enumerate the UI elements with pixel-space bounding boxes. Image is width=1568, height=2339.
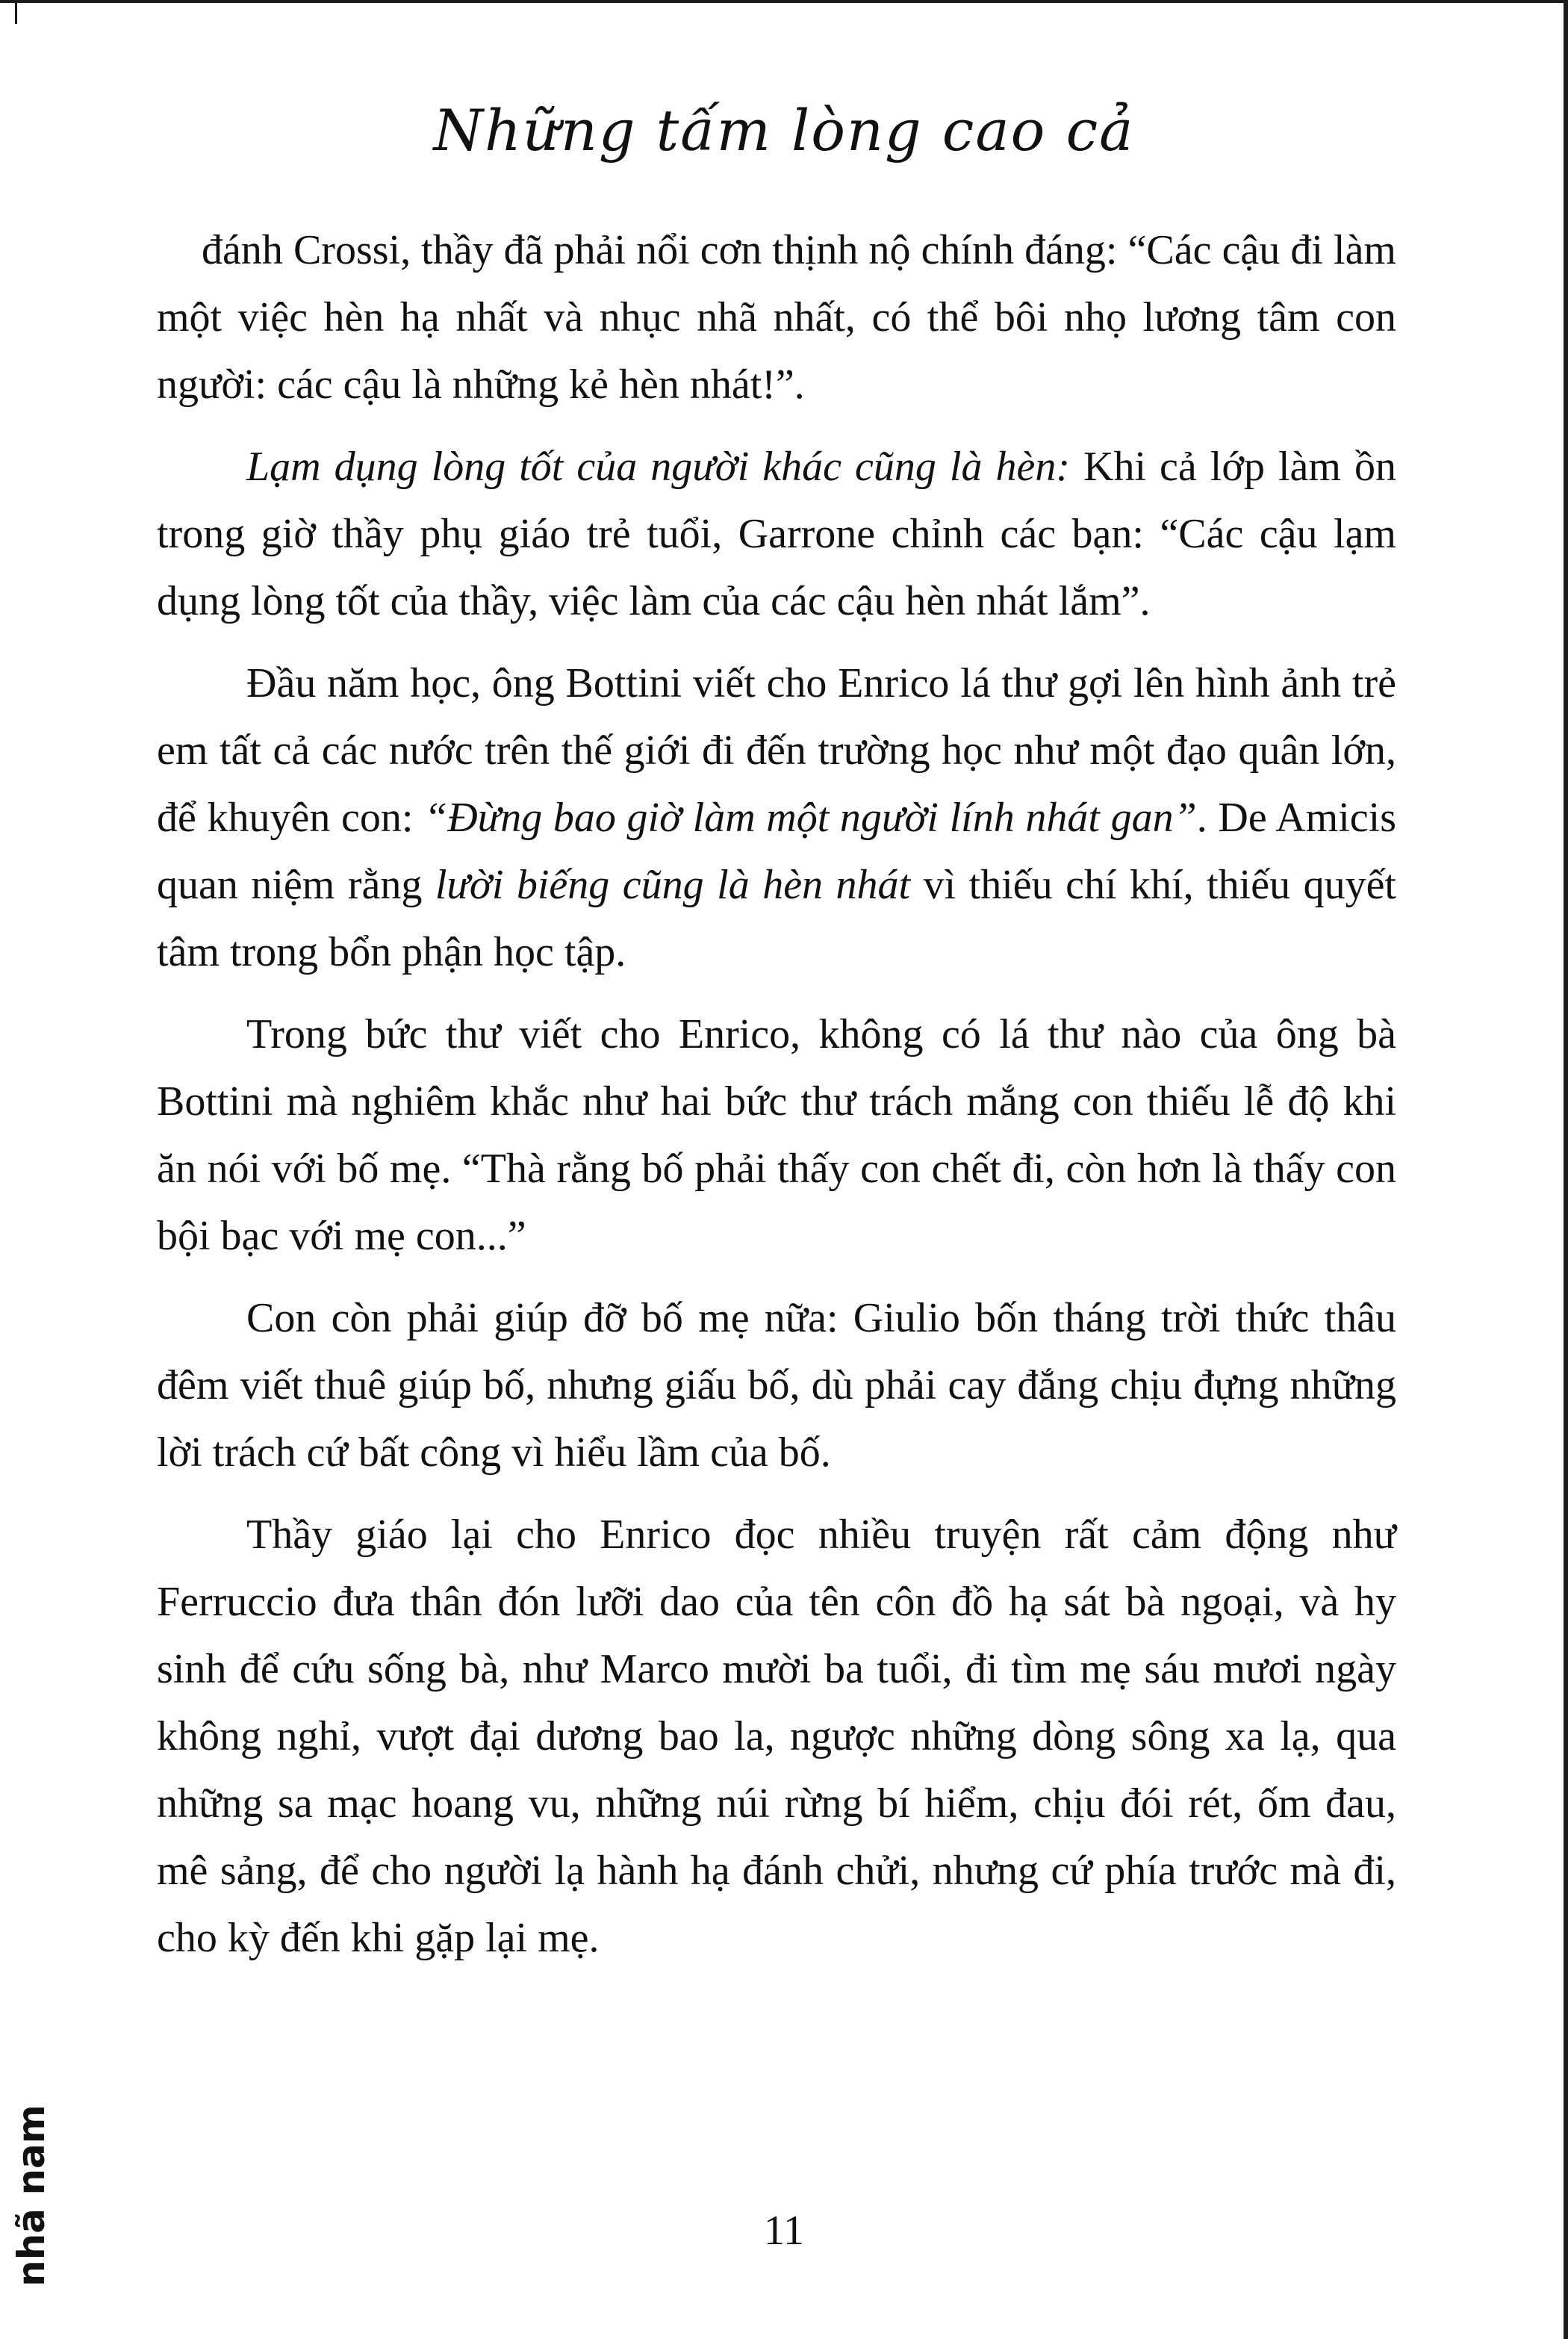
corner-tick [15,0,17,24]
page-number: 11 [764,2208,804,2254]
body-text [157,217,1396,1987]
paragraph-2 [157,433,1396,635]
paragraph-3-part-c: . De Amicis quan niệm rằng [157,795,1396,908]
paragraph-3-part-e: vì thiếu chí khí, thiếu quyết tâm trong bổn phận học tập. [157,862,1396,975]
paragraph-3-part-a: Đầu năm học, ông Bottini viết cho Enrico lá thư gợi lên hình ảnh trẻ em tất cả các nước trên thế giới đi đến trường học như một đạo quân lớn, để khuyên con: [157,660,1396,841]
page-frame-right [1564,0,1568,2339]
paragraph-3-emphasis-italic: lười biếng cũng là hèn nhát [435,862,911,908]
publisher-logo-text: nhã nam [10,2105,53,2287]
paragraph-6: Thầy giáo lại cho Enrico đọc nhiều truyện rất cảm động như Ferruccio đưa thân đón lưỡi dao của tên côn đồ hạ sát bà ngoại, và hy sinh để cứu sống bà, như Marco mười ba tuổi, đi tìm mẹ sáu mươi ngày không nghỉ, vượt đại dương bao la, ngược những dòng sông xa lạ, qua những sa mạc hoang vu, những núi rừng bí hiểm, chịu đói rét, ốm đau, mê sảng, để cho người lạ hành hạ đánh chửi, nhưng cứ phía trước mà đi, cho kỳ đến khi gặp lại mẹ. [157,1512,1396,1961]
paragraph-3-quote-italic: “Đừng bao giờ làm một người lính nhát gan” [424,795,1197,841]
page-frame-top [0,0,1568,3]
paragraph-2-rest: Khi cả lớp làm ồn trong giờ thầy phụ giáo trẻ tuổi, Garrone chỉnh các bạn: “Các cậu lạm dụng lòng tốt của thầy, việc làm của các cậu hèn nhát lắm”. [157,444,1397,624]
paragraph-3 [157,650,1396,986]
running-head: Những tấm lòng cao cả [433,97,1135,164]
paragraph-1: đánh Crossi, thầy đã phải nổi cơn thịnh nộ chính đáng: “Các cậu đi làm một việc hèn hạ nhất và nhục nhã nhất, có thể bôi nhọ lương tâm con người: các cậu là những kẻ hèn nhát!”. [157,227,1396,408]
paragraph-5: Con còn phải giúp đỡ bố mẹ nữa: Giulio bốn tháng trời thức thâu đêm viết thuê giúp bố, nhưng giấu bố, dù phải cay đắng chịu đựng những lời trách cứ bất công vì hiểu lầm của bố. [157,1295,1396,1476]
paragraph-4: Trong bức thư viết cho Enrico, không có lá thư nào của ông bà Bottini mà nghiêm khắc như hai bức thư trách mắng con thiếu lễ độ khi ăn nói với bố mẹ. “Thà rằng bố phải thấy con chết đi, còn hơn là thấy con bội bạc với mẹ con...” [157,1011,1396,1259]
paragraph-2-italic-lead: Lạm dụng lòng tốt của người khác cũng là hèn: [246,444,1070,490]
